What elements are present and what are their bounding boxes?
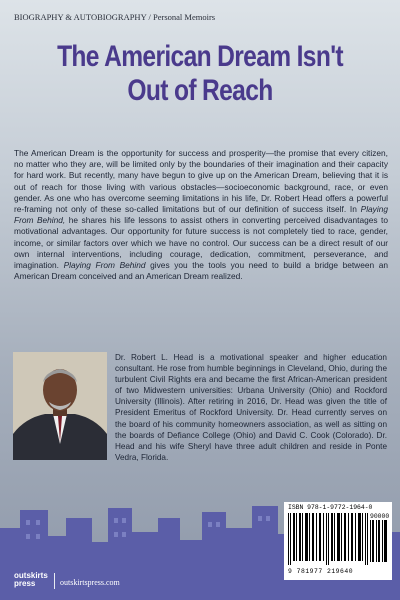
book-title-ref-2: Playing From Behind (63, 260, 146, 271)
author-portrait-graphic (13, 352, 107, 460)
barcode-graphic (288, 513, 368, 565)
publisher-logo-line-2: press (14, 579, 36, 588)
book-title-ref-1: Playing From Behind, (14, 204, 388, 226)
category-label: BIOGRAPHY & AUTOBIOGRAPHY / Personal Memoirs (14, 12, 216, 22)
ean-number-text: 9 781977 219640 (288, 568, 354, 575)
cover-title (36, 40, 364, 108)
description-text-1: The American Dream is the opportunity for success and prosperity—the promise that every citizen, no matter who they are, will be limited only by the boundaries of their imagination and their capacity for hard work. But recently, many have begun to give up on the American Dream, believing that it is out of reach for those living with various obstacles—socioeconomic background, race, or even gender. As one who has overcome seeming limitations in his life, Dr. Robert Head offers a powerful re-framing not only of these so-called limitations but of our definition of success itself. In (14, 148, 388, 215)
description-text-3: gives you the tools you need to build a bridge between an American Dream conceived and an American Dream realized. (14, 260, 388, 282)
description-text-2: he shares his life lessons to assist others in converting perceived disadvantages to motivational advantages. Our opportunity for future success is not completely tied to race, gender, income, or similar factors over which we have no control. Our success can be a direct result of our own internal interventions, including courage, dedication, commitment, perseverance, and imagination. (14, 215, 388, 271)
publisher-logo-line-1: outskirts (14, 571, 48, 580)
price-code-text: 90000 (370, 513, 390, 520)
publisher-website: outskirtspress.com (60, 578, 120, 587)
isbn-text: ISBN 978-1-9772-1964-0 (288, 504, 373, 511)
price-barcode-graphic (370, 520, 388, 562)
publisher-logo (14, 572, 48, 588)
logo-divider (54, 573, 55, 589)
title-line-1: The American Dream Isn't (57, 40, 343, 73)
book-description (14, 148, 388, 282)
author-bio: Dr. Robert L. Head is a motivational speaker and higher education consultant. He rose from humble beginnings in Cleveland, Ohio, during the turbulent Civil Rights era and became the first African-American president of two Midwestern universities: Urbana University (Ohio) and Rockford University (Illinois). After retiring in 2016, Dr. Head was given the title of President Emeritus of Rockford University. Dr. Head currently serves on the board of his community homeowners association, as well as sitting on the boards of Defiance College (Ohio) and David C. Cook (Colorado). Dr. Head and his wife Sheryl have three adult children and reside in Ponte Vedra, Florida. (115, 353, 387, 462)
title-line-2: Out of Reach (127, 74, 273, 107)
barcode-block (284, 502, 392, 580)
author-photo (13, 352, 107, 460)
